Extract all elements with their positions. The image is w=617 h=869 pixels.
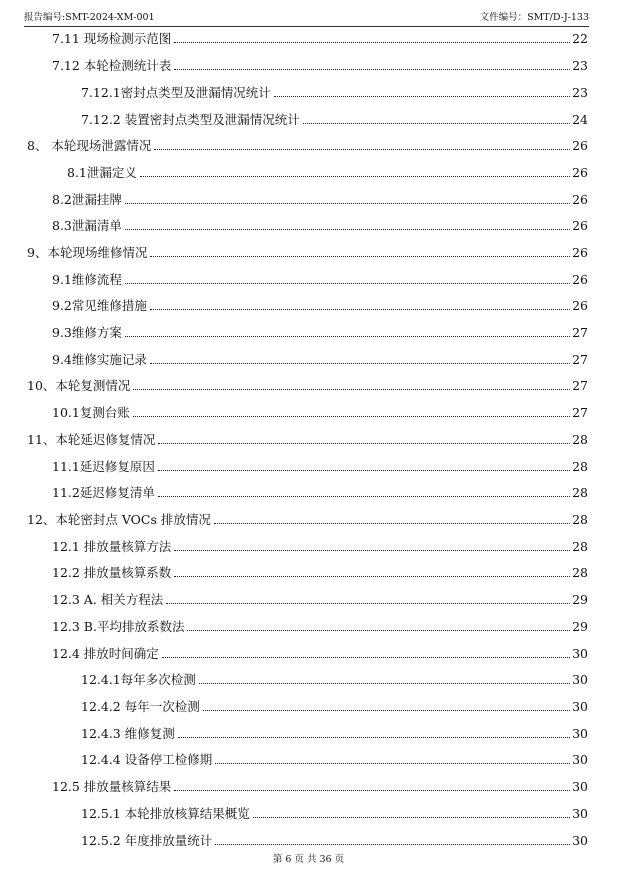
toc-entry-page: 22 <box>572 31 588 46</box>
toc-leader <box>214 523 570 524</box>
toc-entry-12-1[interactable] <box>52 535 588 555</box>
toc-entry-title: 11.2延迟修复清单 <box>52 485 155 500</box>
toc-entry-8-3[interactable] <box>52 214 588 234</box>
toc-entry-11-1[interactable] <box>52 455 588 475</box>
toc-leader <box>203 710 570 711</box>
toc-leader <box>158 470 570 471</box>
toc-entry-page: 23 <box>572 85 588 100</box>
toc-entry-title: 12.2 排放量核算系数 <box>52 565 172 580</box>
toc-entry-page: 23 <box>572 58 588 73</box>
toc-entry-page: 29 <box>572 592 588 607</box>
toc-entry-page: 30 <box>572 752 588 767</box>
toc-entry-title: 7.12 本轮检测统计表 <box>52 58 172 73</box>
toc-entry-12-5[interactable] <box>52 775 588 795</box>
toc-entry-title: 12.1 排放量核算方法 <box>52 539 172 554</box>
toc-entry-title: 12.3 B.平均排放系数法 <box>52 619 185 634</box>
toc-entry-title: 10.1复测台账 <box>52 405 130 420</box>
toc-entry-12-4-2[interactable] <box>81 695 588 715</box>
toc-entry-12-5-1[interactable] <box>81 802 588 822</box>
toc-entry-12-4-4[interactable] <box>81 748 588 768</box>
toc-entry-page: 26 <box>572 218 588 233</box>
toc-leader <box>166 603 570 604</box>
toc-entry-title: 7.12.1密封点类型及泄漏情况统计 <box>81 85 271 100</box>
toc-entry-title: 8、 本轮现场泄露情况 <box>27 138 152 153</box>
toc-entry-11-2[interactable] <box>52 481 588 501</box>
toc-entry-9-2[interactable] <box>52 294 588 314</box>
toc-entry-title: 9.2常见维修措施 <box>52 298 147 313</box>
toc-leader <box>125 336 570 337</box>
toc-entry-page: 28 <box>572 485 588 500</box>
toc-leader <box>174 790 570 791</box>
toc-leader <box>162 657 570 658</box>
toc-entry-title: 12.4.2 每年一次检测 <box>81 699 200 714</box>
toc-leader <box>174 42 570 43</box>
toc-entry-8[interactable] <box>27 134 588 154</box>
toc-leader <box>125 229 570 230</box>
toc-entry-9-1[interactable] <box>52 268 588 288</box>
toc-leader <box>133 416 570 417</box>
toc-entry-12[interactable] <box>27 508 588 528</box>
toc-entry-title: 12.3 A. 相关方程法 <box>52 592 164 607</box>
toc-entry-page: 28 <box>572 459 588 474</box>
toc-leader <box>187 630 570 631</box>
toc-entry-page: 28 <box>572 539 588 554</box>
toc-entry-page: 26 <box>572 298 588 313</box>
toc-leader <box>174 550 570 551</box>
file-number: 文件编号：SMT/D-J-133 <box>479 12 589 23</box>
toc-entry-page: 27 <box>572 405 588 420</box>
toc-entry-9[interactable] <box>27 241 588 261</box>
toc-entry-12-4-3[interactable] <box>81 722 588 742</box>
toc-entry-page: 24 <box>572 112 588 127</box>
toc-entry-11[interactable] <box>27 428 588 448</box>
toc-entry-title: 12.5 排放量核算结果 <box>52 779 172 794</box>
toc-entry-9-4[interactable] <box>52 348 588 368</box>
toc-entry-title: 12.4 排放时间确定 <box>52 646 159 661</box>
toc-entry-7-12-1[interactable] <box>81 81 588 101</box>
toc-leader <box>133 389 570 390</box>
toc-entry-page: 30 <box>572 646 588 661</box>
toc-entry-page: 30 <box>572 699 588 714</box>
toc-entry-12-3-a[interactable] <box>52 588 588 608</box>
toc-entry-page: 30 <box>572 779 588 794</box>
toc-entry-title: 12.4.1每年多次检测 <box>81 672 196 687</box>
toc-entry-12-2[interactable] <box>52 561 588 581</box>
toc-leader <box>125 283 570 284</box>
toc-entry-page: 26 <box>572 138 588 153</box>
toc-leader <box>125 203 570 204</box>
toc-entry-page: 29 <box>572 619 588 634</box>
toc-entry-page: 27 <box>572 378 588 393</box>
toc-entry-12-4-1[interactable] <box>81 668 588 688</box>
toc-entry-title: 12、本轮密封点 VOCs 排放情况 <box>27 512 211 527</box>
toc-entry-page: 30 <box>572 806 588 821</box>
toc-entry-page: 27 <box>572 325 588 340</box>
page-footer <box>0 851 617 865</box>
toc-leader <box>178 737 570 738</box>
toc-entry-title: 12.4.4 设备停工检修期 <box>81 752 213 767</box>
toc-leader <box>215 844 570 845</box>
page-header <box>24 10 589 27</box>
toc-leader <box>150 256 570 257</box>
toc-entry-7-12[interactable] <box>52 54 588 74</box>
toc-entry-title: 10、本轮复测情况 <box>27 378 131 393</box>
toc-entry-12-3-b[interactable] <box>52 615 588 635</box>
toc-entry-title: 9.3维修方案 <box>52 325 122 340</box>
toc-entry-8-2[interactable] <box>52 188 588 208</box>
toc-entry-title: 11、本轮延迟修复情况 <box>27 432 156 447</box>
toc-entry-10[interactable] <box>27 374 588 394</box>
toc-entry-page: 28 <box>572 565 588 580</box>
toc-entry-page: 26 <box>572 272 588 287</box>
toc-entry-page: 26 <box>572 245 588 260</box>
toc-entry-page: 30 <box>572 672 588 687</box>
toc-entry-page: 30 <box>572 726 588 741</box>
toc-entry-page: 28 <box>572 432 588 447</box>
toc-leader <box>158 496 570 497</box>
toc-entry-title: 8.2泄漏挂牌 <box>52 192 122 207</box>
toc-leader <box>154 149 570 150</box>
toc-entry-title: 12.5.1 本轮排放核算结果概览 <box>81 806 250 821</box>
toc-entry-page: 26 <box>572 165 588 180</box>
toc-entry-title: 8.3泄漏清单 <box>52 218 122 233</box>
toc-leader <box>150 309 570 310</box>
toc-entry-title: 9、本轮现场维修情况 <box>27 245 148 260</box>
toc-leader <box>174 576 570 577</box>
toc-entry-title: 7.12.2 装置密封点类型及泄漏情况统计 <box>81 112 300 127</box>
toc-entry-title: 12.4.3 维修复测 <box>81 726 175 741</box>
toc-leader <box>303 123 570 124</box>
toc-entry-9-3[interactable] <box>52 321 588 341</box>
toc-leader <box>199 683 570 684</box>
toc-entry-page: 26 <box>572 192 588 207</box>
toc-entry-page: 27 <box>572 352 588 367</box>
toc-leader <box>150 363 570 364</box>
toc-leader <box>174 69 570 70</box>
toc-entry-title: 9.4维修实施记录 <box>52 352 147 367</box>
toc-entry-12-4[interactable] <box>52 642 588 662</box>
toc-entry-page: 28 <box>572 512 588 527</box>
toc-entry-title: 12.5.2 年度排放量统计 <box>81 833 213 848</box>
toc-entry-8-1[interactable] <box>67 161 588 181</box>
toc-leader <box>140 176 570 177</box>
toc-entry-title: 7.11 现场检测示范图 <box>52 31 172 46</box>
report-number: 报告编号:SMT-2024-XM-001 <box>24 12 155 23</box>
toc-entry-title: 11.1延迟修复原因 <box>52 459 155 474</box>
toc-entry-title: 8.1泄漏定义 <box>67 165 137 180</box>
toc-leader <box>274 96 570 97</box>
page-number-label: 第 6 页 共 36 页 <box>272 854 345 865</box>
toc-entry-7-11[interactable] <box>52 27 588 47</box>
toc-leader <box>215 763 570 764</box>
toc-entry-7-12-2[interactable] <box>81 108 588 128</box>
toc-entry-12-5-2[interactable] <box>81 829 588 849</box>
toc-entry-page: 30 <box>572 833 588 848</box>
toc-entry-10-1[interactable] <box>52 401 588 421</box>
toc-leader <box>253 817 570 818</box>
toc-entry-title: 9.1维修流程 <box>52 272 122 287</box>
toc-leader <box>158 443 570 444</box>
